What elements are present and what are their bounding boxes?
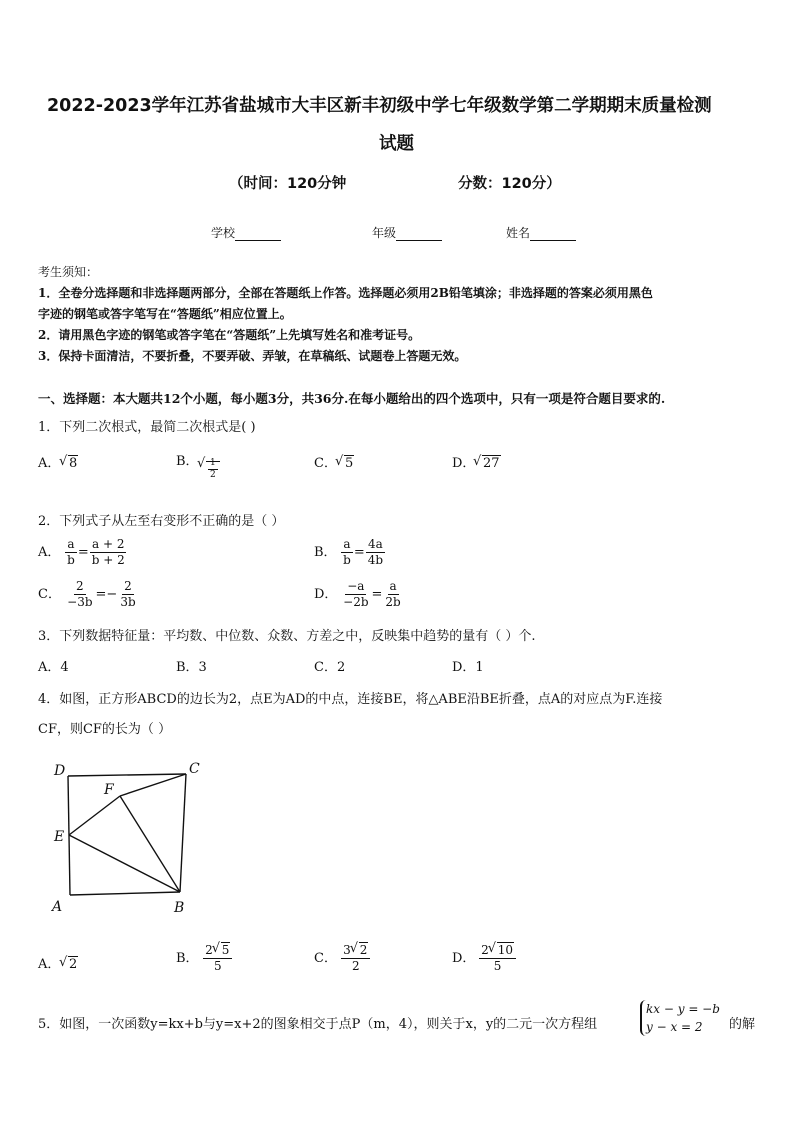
- equation-2: y − x = 2: [646, 1020, 703, 1034]
- notice-item: 1．全卷分选择题和非选择题两部分，全部在答题纸上作答。选择题必须用2B铅笔填涂；非选择题的答案必须用黑色: [38, 286, 653, 300]
- segment-fb: [120, 796, 180, 892]
- fraction: $\frac{a}{2b}$: [385, 579, 401, 609]
- label-a: A: [52, 899, 63, 915]
- notice-item: 3．保持卡面清洁，不要折叠，不要弄破、弄皱，在草稿纸、试题卷上答题无效。: [38, 349, 467, 363]
- grade-label: 年级: [372, 226, 397, 240]
- option-label: A．: [38, 456, 61, 471]
- notice-head: 考生须知：: [38, 265, 99, 279]
- label-e: E: [54, 829, 65, 845]
- square-figure: [40, 755, 210, 920]
- option-label: A．: [38, 545, 61, 560]
- question-5-tail: 的解: [729, 1017, 756, 1032]
- q4-option-c: [314, 943, 371, 974]
- segment-eb: [69, 835, 180, 892]
- numerator: √ 1: [210, 458, 216, 468]
- option-label: D．: [314, 587, 338, 602]
- question-2-stem: 2．下列式子从左至右变形不正确的是（ ）: [38, 514, 285, 529]
- q3-option-c: C．2: [314, 660, 346, 675]
- equation-system: [640, 1000, 720, 1036]
- label-c: C: [189, 761, 200, 777]
- edge-ab: [70, 892, 180, 895]
- fraction: $\frac{2√ 5}{5}$: [203, 943, 232, 974]
- question-1-stem: 1．下列二次根式，最简二次根式是( ): [38, 420, 256, 435]
- exam-time: （时间：120分钟: [229, 176, 347, 192]
- school-label: 学校: [211, 226, 236, 240]
- option-label: D．: [452, 456, 476, 471]
- grade-field: [372, 224, 442, 241]
- school-field: [211, 224, 281, 241]
- exam-score: 分数：120分）: [458, 176, 561, 192]
- label-b: B: [174, 900, 185, 916]
- fraction: $\frac{4a}{4b}$: [367, 537, 384, 567]
- q2-option-b: B． $\frac{a}{b}$ = $\frac{4a}{4b}$: [314, 537, 384, 567]
- notice-item: 字迹的钢笔或答字笔写在“答题纸”相应位置上。: [38, 307, 292, 321]
- fraction: $\frac{2}{-3b}$: [67, 579, 93, 609]
- section-heading: 一、选择题：本大题共12个小题，每小题3分，共36分.在每小题给出的四个选项中，只有一项是符合题目要求的.: [38, 391, 666, 406]
- segment-ef: [69, 796, 120, 835]
- question-4-stem-line1: 4．如图，正方形ABCD的边长为2，点E为AD的中点，连接BE，将△ABE沿BE折叠，点A的对应点为F.连接: [38, 692, 663, 707]
- q4-option-a: [38, 953, 78, 972]
- fraction: $\frac{a}{b}$: [67, 537, 75, 567]
- segment-fc: [120, 774, 186, 796]
- fraction: $\frac{-a}{-2b}$: [343, 579, 369, 609]
- q1-option-b: [176, 450, 220, 480]
- grade-blank: [396, 228, 442, 241]
- fraction: [208, 458, 218, 481]
- name-field: [506, 224, 576, 241]
- fraction: $\frac{2}{3b}$: [120, 579, 136, 609]
- option-label: A．: [38, 957, 61, 972]
- q2-option-a: A． $\frac{a}{b}$ = $\frac{a + 2}{b + 2}$: [38, 537, 125, 567]
- name-label: 姓名: [506, 226, 531, 240]
- label-f: F: [104, 782, 114, 798]
- fraction: $\frac{a + 2}{b + 2}$: [91, 537, 125, 567]
- fraction: $\frac{3√ 2}{2}$: [341, 943, 370, 974]
- denominator: 2: [210, 470, 216, 480]
- question-4-stem-line2: CF，则CF的长为（ ）: [38, 722, 172, 737]
- q1-option-d: [452, 452, 501, 471]
- option-label: C．: [38, 587, 61, 602]
- q3-option-a: A．4: [38, 660, 69, 675]
- option-label: D．: [452, 951, 476, 966]
- option-label: B．: [176, 454, 199, 469]
- equation-1: kx − y = −b: [646, 1002, 720, 1016]
- radicand: 5: [345, 456, 354, 471]
- sqrt-expr: [60, 957, 78, 972]
- q3-option-b: B．3: [176, 660, 207, 675]
- sqrt-expr: [336, 456, 354, 471]
- page-title-line2: 试题: [379, 134, 414, 154]
- option-label: C．: [314, 951, 337, 966]
- q4-option-b: [176, 943, 233, 974]
- q2-option-d: D． $\frac{-a}{-2b}$ = $\frac{a}{2b}$: [314, 579, 401, 609]
- radicand: 27: [483, 456, 500, 471]
- sqrt-expr: [474, 456, 501, 471]
- q2-option-c: C． $\frac{2}{-3b}$ =− $\frac{2}{3b}$: [38, 579, 136, 609]
- edge-cb: [180, 774, 186, 892]
- option-label: C．: [314, 456, 337, 471]
- school-blank: [235, 228, 281, 241]
- option-label: B．: [176, 951, 199, 966]
- option-label: B．: [314, 545, 337, 560]
- notice-block: [38, 262, 653, 367]
- radicand: 8: [69, 456, 78, 471]
- sqrt-expr: [60, 456, 78, 471]
- label-d: D: [54, 763, 66, 779]
- q1-option-c: [314, 452, 354, 471]
- question-3-stem: 3．下列数据特征量：平均数、中位数、众数、方差之中，反映集中趋势的量有（ ）个.: [38, 629, 536, 644]
- edge-dc: [68, 774, 186, 776]
- radicand: 2: [69, 957, 78, 972]
- name-blank: [530, 228, 576, 241]
- q4-option-d: [452, 943, 517, 974]
- fraction: $\frac{2√ 10}{5}$: [479, 943, 516, 974]
- q3-option-d: D．1: [452, 660, 484, 675]
- page-title-line1: 2022-2023学年江苏省盐城市大丰区新丰初级中学七年级数学第二学期期末质量检测: [47, 96, 712, 116]
- q1-option-a: [38, 452, 78, 471]
- fraction: $\frac{a}{b}$: [343, 537, 351, 567]
- system-brace: [640, 1000, 720, 1036]
- notice-item: 2．请用黑色字迹的钢笔或答字笔在“答题纸”上先填写姓名和准考证号。: [38, 328, 421, 342]
- sqrt-expr: [198, 458, 220, 481]
- question-5-stem: 5．如图，一次函数y=kx+b与y=x+2的图象相交于点P（m，4），则关于x，y的二元一次方程组: [38, 1017, 598, 1032]
